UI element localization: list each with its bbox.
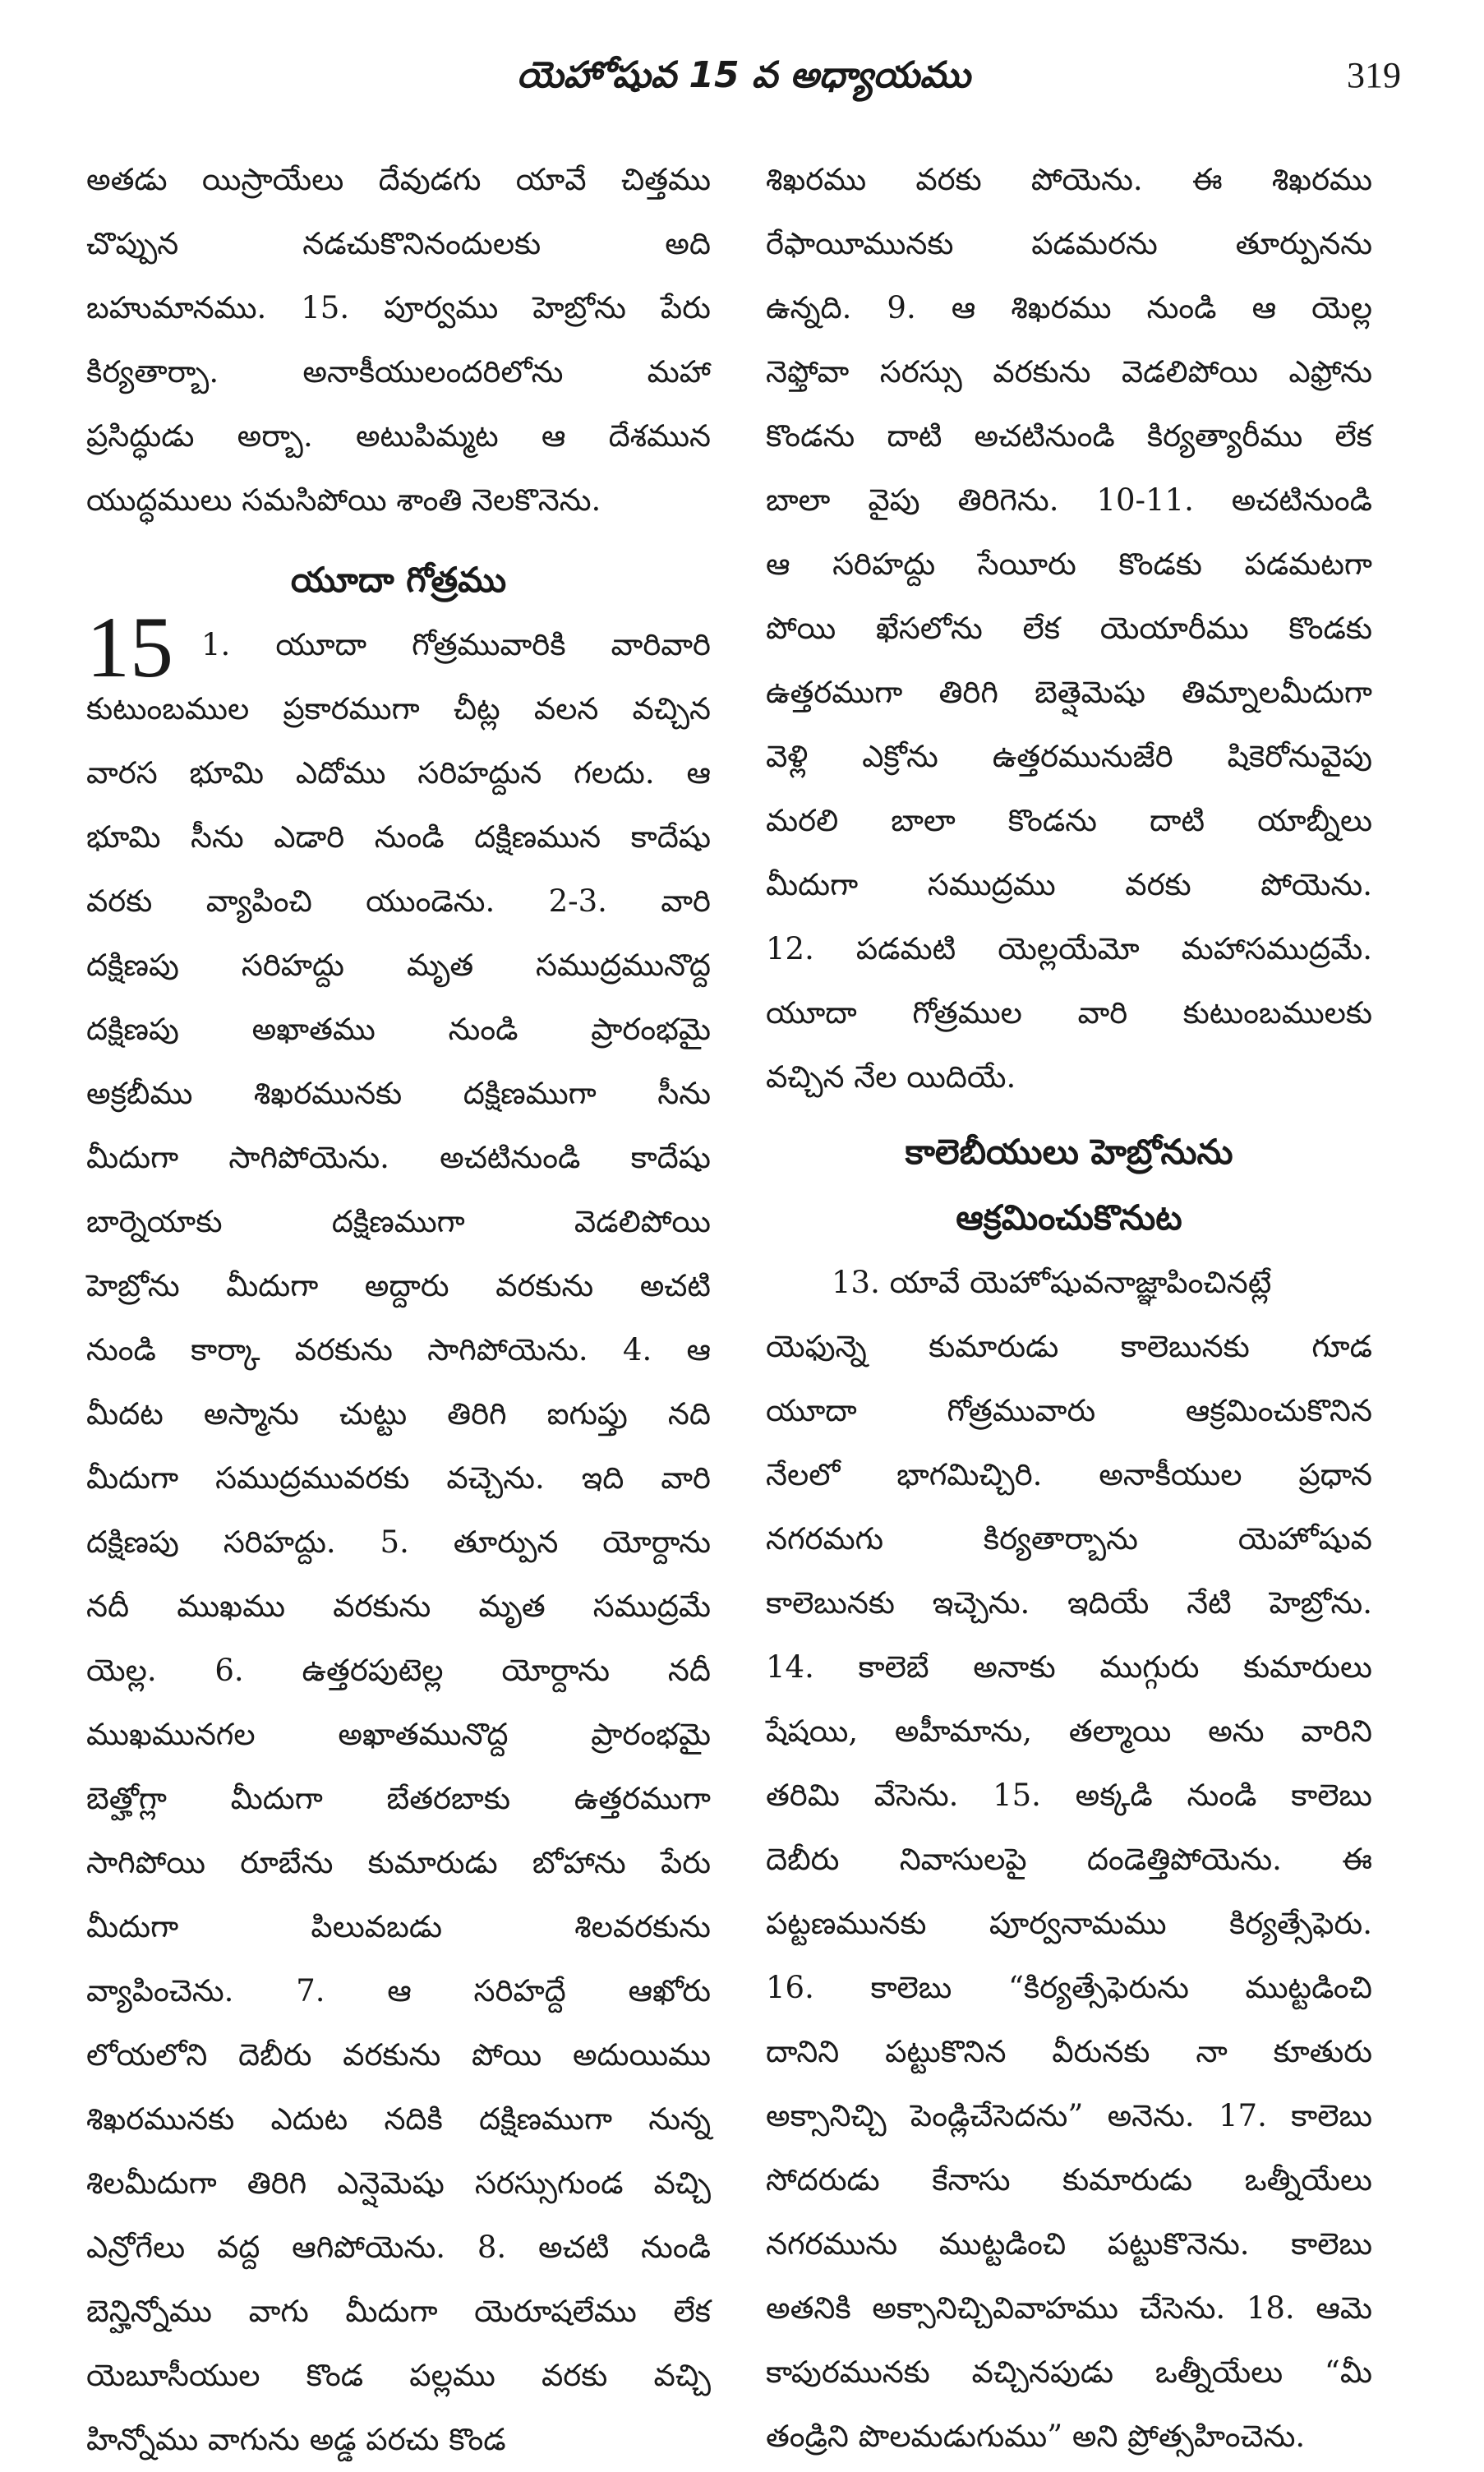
left-top-paragraph — [86, 148, 711, 533]
text-line: అతనికి అక్సానిచ్చివివాహము చేసెను. 18. ఆమె — [766, 2290, 1372, 2326]
text-line: దక్షిణపు సరిహద్దు. 5. తూర్పున యోర్దాను — [86, 1524, 711, 1560]
text-line: కొండను దాటి అచటినుండి కిర్యత్యారీము లేక — [766, 418, 1372, 454]
text-line: భూమి సీను ఎడారి నుండి దక్షిణమున కాదేషు — [86, 819, 711, 855]
text-line: నేలలో భాగమిచ్చిరి. అనాకీయుల ప్రధాన — [766, 1457, 1372, 1492]
text-line: పోయి ఖేసలోను లేక యెయారీము కొండకు — [766, 611, 1372, 646]
text-line: వరకు వ్యాపించి యుండెను. 2-3. వారి — [86, 883, 711, 919]
text-line: పట్టణమునకు పూర్వనామము కిర్యత్సేఫెరు. — [766, 1906, 1372, 1941]
text-line: ఎన్రోగేలు వద్ద ఆగిపోయెను. 8. అచటి నుండి — [86, 2230, 711, 2265]
text-line: చొప్పున నడచుకొనినందులకు అది — [86, 226, 711, 261]
text-line: సాగిపోయి రూబేను కుమారుడు బోహాను పేరు — [86, 1845, 711, 1880]
text-line: మీదుగా సముద్రము వరకు పోయెను. — [766, 867, 1372, 902]
text-line: బెన్హిన్నోము వాగు మీదుగా యెరూషలేము లేక — [86, 2294, 711, 2329]
section-heading-juda-tribe: యూదా గోత్రము — [290, 560, 507, 600]
chapter-start — [86, 599, 711, 695]
text-line: యుద్ధములు సమసిపోయి శాంతి నెలకొనెను. — [86, 482, 601, 518]
text-line: నగరమును ముట్టడించి పట్టుకొనెను. కాలెబు — [766, 2226, 1372, 2262]
section-heading-line2: ఆక్రమించుకొనుట — [956, 1197, 1182, 1238]
right-top-paragraph — [766, 148, 1372, 1109]
text-line: ఉత్తరముగా తిరిగి బెత్షెమెషు తిమ్నాలమీదుగా — [766, 675, 1372, 710]
text-line: లోయలోని దెబీరు వరకును పోయి అదుయిము — [86, 2037, 711, 2073]
text-line: ఆ సరిహద్దు సేయీరు కొండకు పడమటగా — [766, 547, 1372, 582]
text-line: వ్యాపించెను. 7. ఆ సరిహద్దే ఆఖోరు — [86, 1973, 711, 2008]
text-line: దెబీరు నివాసులపై దండెత్తిపోయెను. ఈ — [766, 1842, 1372, 1877]
text-line: యెఫున్నె కుమారుడు కాలెబునకు గూడ — [766, 1329, 1372, 1364]
text-line: వారస భూమి ఎదోము సరిహద్దున గలదు. ఆ — [86, 755, 711, 791]
text-line: నదీ ముఖము వరకును మృత సముద్రమే — [86, 1589, 711, 1624]
text-line: బెత్హోగ్లా మీదుగా బేతరబాకు ఉత్తరముగా — [86, 1781, 711, 1816]
text-line: బహుమానము. 15. పూర్వము హెబ్రోను పేరు — [86, 290, 711, 325]
text-line: యూదా గోత్రముల వారి కుటుంబములకు — [766, 995, 1372, 1031]
chapter-number: 15 — [86, 599, 173, 695]
text-line: దక్షిణపు అఖాతము నుండి ప్రారంభమై — [86, 1012, 711, 1047]
text-line: వచ్చిన నేల యిదియే. — [766, 1059, 1016, 1095]
text-line: మరలి బాలా కొండను దాటి యాబ్నీలు — [766, 803, 1372, 838]
text-line: షేషయి, అహీమాను, తల్మాయి అను వారిని — [766, 1713, 1372, 1749]
text-line: 1. యూదా గోత్రమువారికి వారివారి — [201, 627, 711, 662]
text-line: కిర్యతార్బా. అనాకీయులందరిలోను మహా — [86, 354, 711, 390]
chapter-title: యెహోషువ 15 వ అధ్యాయము — [516, 54, 971, 96]
text-line: శిలమీదుగా తిరిగి ఎన్షెమెషు సరస్సుగుండ వచ్చి — [86, 2165, 711, 2201]
text-line: ముఖమునగల అఖాతమునొద్ద ప్రారంభమై — [86, 1717, 711, 1752]
right-body-paragraph — [766, 1315, 1372, 2469]
text-line: నెఫ్తోవా సరస్సు వరకును వెడలిపోయి ఎఫ్రోను — [766, 354, 1372, 390]
running-header — [86, 48, 1401, 113]
text-line: నగరమగు కిర్యతార్బాను యెహోషువ — [766, 1521, 1372, 1557]
text-line: సోదరుడు కేనాసు కుమారుడు ఒత్నీయేలు — [766, 2162, 1372, 2198]
text-line: హిన్నోము వాగును అడ్డ పరచు కొండ — [86, 2422, 506, 2457]
text-line: కుటుంబముల ప్రకారముగా చీట్ల వలన వచ్చిన — [86, 691, 711, 726]
text-line: రేఫాయీమునకు పడమరను తూర్పునను — [766, 226, 1372, 261]
text-line: నుండి కార్కా వరకును సాగిపోయెను. 4. ఆ — [86, 1332, 711, 1367]
text-line: తండ్రిని పొలమడుగుము” అని ప్రోత్సహించెను. — [766, 2419, 1306, 2454]
text-line: అతడు యిస్రాయేలు దేవుడగు యావే చిత్తము — [86, 162, 711, 197]
text-line: మీదుగా సాగిపోయెను. అచటినుండి కాదేషు — [86, 1140, 711, 1175]
text-line: కాపురమునకు వచ్చినపుడు ఒత్నీయేలు “మీ — [766, 2354, 1372, 2390]
text-line: దక్షిణపు సరిహద్దు మృత సముద్రమునొద్ద — [86, 948, 711, 983]
text-line: మీదుగా సముద్రమువరకు వచ్చెను. ఇది వారి — [86, 1460, 711, 1496]
text-line: అక్రబీము శిఖరమునకు దక్షిణముగా సీను — [86, 1076, 711, 1111]
text-line: శిఖరము వరకు పోయెను. ఈ శిఖరము — [766, 162, 1372, 197]
text-line: యెల్ల. 6. ఉత్తరపుటెల్ల యోర్దాను నదీ — [86, 1653, 711, 1688]
text-line: యెబూసీయుల కొండ పల్లము వరకు వచ్చి — [86, 2358, 711, 2393]
text-line: తరిమి వేసెను. 15. అక్కడి నుండి కాలెబు — [766, 1778, 1372, 1813]
text-line: మీదట అస్మాను చుట్టు తిరిగి ఐగుప్తు నది — [86, 1396, 711, 1432]
text-line: వెళ్లి ఎక్రోను ఉత్తరమునుజేరి షికెరోనువైపు — [766, 739, 1372, 774]
page-number: 319 — [1347, 55, 1401, 95]
text-line: 13. యావే యెహోషువనాజ్ఞాపించినట్లే — [832, 1265, 1272, 1300]
text-line: బాలా వైపు తిరిగెను. 10-11. అచటినుండి — [766, 482, 1372, 518]
text-line: 12. పడమటి యెల్లయేమో మహాసముద్రమే. — [766, 931, 1372, 966]
left-column — [86, 148, 711, 2457]
text-line: దానిని పట్టుకొనిన వీరునకు నా కూతురు — [766, 2034, 1372, 2069]
text-line: అక్సానిచ్చి పెండ్లిచేసెదను” అనెను. 17. కాలెబు — [766, 2098, 1372, 2133]
text-line: మీదుగా పిలువబడు శిలవరకును — [86, 1909, 711, 1944]
left-body-paragraph — [86, 677, 711, 2472]
text-line: 14. కాలెబే అనాకు ముగ్గురు కుమారులు — [766, 1649, 1372, 1685]
text-line: శిఖరమునకు ఎదుట నదికి దక్షిణముగా నున్న — [86, 2101, 711, 2137]
section-heading-line1: కాలెబీయులు హెబ్రోనును — [905, 1132, 1233, 1172]
right-column — [766, 148, 1372, 2454]
text-line: కాలెబునకు ఇచ్చెను. ఇదియే నేటి హెబ్రోను. — [766, 1585, 1372, 1621]
text-line: యూదా గోత్రమువారు ఆక్రమించుకొనిన — [766, 1393, 1372, 1428]
text-line: హెబ్రోను మీదుగా అద్దారు వరకును అచటి — [86, 1268, 711, 1303]
text-line: ప్రసిద్ధుడు అర్బా. అటుపిమ్మట ఆ దేశమున — [86, 418, 711, 454]
text-line: 16. కాలెబు “కిర్యత్సేఫెరును ముట్టడించి — [766, 1970, 1372, 2005]
text-line: ఉన్నది. 9. ఆ శిఖరము నుండి ఆ యెల్ల — [766, 290, 1372, 325]
text-line: బార్నెయాకు దక్షిణముగా వెడలిపోయి — [86, 1204, 711, 1239]
